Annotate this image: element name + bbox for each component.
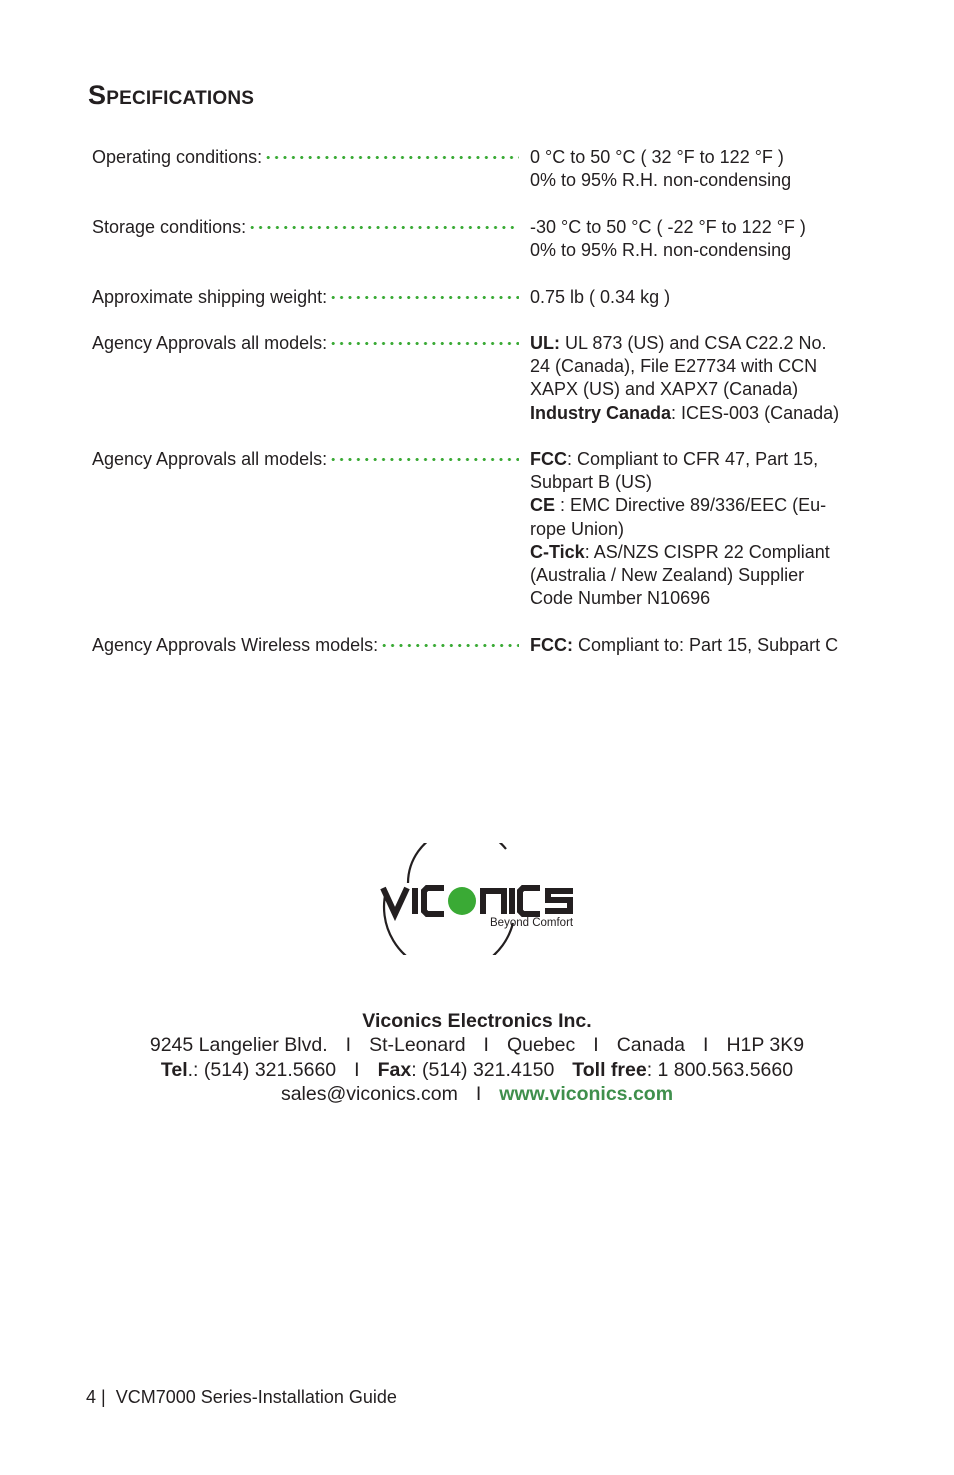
logo-letter-c2 bbox=[520, 888, 540, 914]
spec-label-row bbox=[92, 634, 519, 657]
dot-leader bbox=[380, 644, 519, 647]
spec-value-line bbox=[530, 332, 882, 355]
spec-value-text: : ICES-003 (Canada) bbox=[671, 402, 840, 423]
spec-value-text: : AS/NZS CISPR 22 Compliant bbox=[584, 541, 830, 562]
spec-label: Operating conditions: bbox=[92, 147, 263, 167]
guide-title: VCM7000 Series-Installation Guide bbox=[115, 1387, 397, 1407]
address-province: Quebec bbox=[506, 1034, 576, 1057]
spec-value bbox=[530, 332, 882, 425]
spec-value-bold: FCC: bbox=[530, 635, 573, 655]
logo-letter-c bbox=[424, 888, 444, 914]
company-phone-line bbox=[0, 1058, 954, 1082]
spec-value-line bbox=[530, 471, 882, 494]
separator: I bbox=[475, 1083, 482, 1106]
spec-value-line bbox=[530, 402, 882, 425]
spec-label: Agency Approvals Wireless models: bbox=[92, 635, 379, 655]
spec-value-line bbox=[530, 634, 882, 657]
dot-leader bbox=[329, 296, 519, 299]
spec-value bbox=[530, 286, 882, 309]
logo-tagline: Beyond Comfort bbox=[490, 917, 574, 929]
spec-value-line bbox=[530, 518, 882, 541]
spec-value-line bbox=[530, 494, 882, 517]
spec-value-text: (Australia / New Zealand) Supplier bbox=[530, 565, 805, 586]
spec-label-row bbox=[92, 286, 519, 309]
spec-label: Approximate shipping weight: bbox=[92, 287, 328, 307]
spec-label-row bbox=[92, 146, 519, 169]
company-contact-block bbox=[0, 1009, 954, 1107]
address-city: St-Leonard bbox=[369, 1034, 466, 1057]
spec-value-line bbox=[530, 378, 882, 401]
company-name: Viconics Electronics Inc. bbox=[362, 1010, 592, 1032]
spec-value-text: : Compliant to CFR 47, Part 15, bbox=[567, 449, 819, 469]
spec-value-text: rope Union) bbox=[530, 518, 625, 539]
spec-value bbox=[530, 216, 882, 262]
spec-value-line bbox=[530, 448, 882, 471]
email-link[interactable]: sales@viconics.com bbox=[280, 1083, 458, 1106]
spec-label: Agency Approvals all models: bbox=[92, 333, 328, 353]
spec-label: Agency Approvals all models: bbox=[92, 449, 328, 469]
spec-value-text: UL 873 (US) and CSA C22.2 No. bbox=[560, 333, 827, 353]
spec-value-bold: FCC bbox=[530, 449, 567, 469]
spec-value-line bbox=[530, 239, 882, 262]
tollfree-label: Toll free bbox=[572, 1058, 647, 1081]
address-country: Canada bbox=[616, 1034, 686, 1057]
spec-value bbox=[530, 448, 882, 610]
footer-divider: | bbox=[101, 1387, 106, 1407]
dot-leader bbox=[264, 156, 519, 159]
spec-value-text: Subpart B (US) bbox=[530, 472, 653, 493]
tel-label: Tel bbox=[160, 1058, 188, 1081]
spec-value-text: 0% to 95% R.H. non-condensing bbox=[530, 240, 792, 261]
separator: I bbox=[703, 1034, 709, 1057]
spec-value-text: : EMC Directive 89/336/EEC (Eu- bbox=[555, 495, 827, 516]
page-footer bbox=[86, 1387, 397, 1408]
tel-value: .: (514) 321.5660 bbox=[187, 1058, 337, 1081]
dot-leader bbox=[248, 226, 519, 229]
spec-value-text: XAPX (US) and XAPX7 (Canada) bbox=[530, 379, 799, 400]
spec-value-bold: C-Tick bbox=[530, 541, 585, 562]
spec-value-line bbox=[530, 564, 882, 587]
tollfree-value: : 1 800.563.5660 bbox=[646, 1058, 794, 1081]
spec-label-row bbox=[92, 332, 519, 355]
logo-letter-n bbox=[483, 891, 504, 914]
separator: I bbox=[483, 1034, 489, 1057]
spec-value-bold: Industry Canada bbox=[530, 402, 672, 423]
spec-value-text: 0% to 95% R.H. non-condensing bbox=[530, 170, 792, 191]
logo-letter-v bbox=[383, 888, 407, 914]
fax-value: : (514) 321.4150 bbox=[411, 1058, 555, 1081]
fax-label: Fax bbox=[377, 1058, 412, 1081]
spec-value-line bbox=[530, 169, 882, 192]
website-link[interactable]: www.viconics.com bbox=[499, 1083, 674, 1106]
separator: I bbox=[354, 1058, 360, 1081]
spec-value bbox=[530, 146, 882, 192]
page-title: Specifications bbox=[88, 80, 255, 110]
spec-value-line bbox=[530, 355, 882, 378]
logo-letter-i bbox=[412, 888, 418, 914]
separator: I bbox=[345, 1034, 352, 1057]
spec-value-text: 24 (Canada), File E27734 with CCN bbox=[530, 356, 818, 377]
spec-value-line bbox=[530, 286, 882, 309]
spec-value-line bbox=[530, 541, 882, 564]
address-postal-code: H1P 3K9 bbox=[726, 1034, 805, 1057]
logo-letter-i2 bbox=[509, 888, 515, 914]
spec-value-bold: CE bbox=[530, 495, 556, 516]
company-address bbox=[0, 1033, 954, 1057]
spec-value bbox=[530, 634, 882, 657]
spec-value-text: -30 °C to 50 °C ( -22 °F to 122 °F ) bbox=[530, 217, 806, 237]
page-number: 4 bbox=[86, 1387, 97, 1407]
logo-letter-s bbox=[545, 891, 573, 911]
spec-value-line bbox=[530, 587, 882, 610]
spec-value-line bbox=[530, 146, 882, 169]
logo-green-dot bbox=[448, 887, 476, 915]
company-web-line bbox=[0, 1082, 954, 1106]
spec-value-text: 0.75 lb ( 0.34 kg ) bbox=[530, 287, 671, 307]
spec-value-bold: UL: bbox=[530, 333, 560, 353]
spec-label-row bbox=[92, 216, 519, 239]
spec-value-line bbox=[530, 216, 882, 239]
spec-label-row bbox=[92, 448, 519, 471]
spec-label: Storage conditions: bbox=[92, 217, 247, 237]
viconics-logo bbox=[378, 843, 578, 955]
spec-value-text: 0 °C to 50 °C ( 32 °F to 122 °F ) bbox=[530, 147, 784, 167]
separator: I bbox=[593, 1034, 599, 1057]
spec-value-text: Compliant to: Part 15, Subpart C bbox=[573, 635, 839, 655]
dot-leader bbox=[329, 342, 519, 345]
spec-value-text: Code Number N10696 bbox=[530, 588, 711, 609]
dot-leader bbox=[329, 458, 519, 461]
address-street: 9245 Langelier Blvd. bbox=[149, 1034, 328, 1057]
logo-swoosh-upper bbox=[408, 843, 506, 883]
